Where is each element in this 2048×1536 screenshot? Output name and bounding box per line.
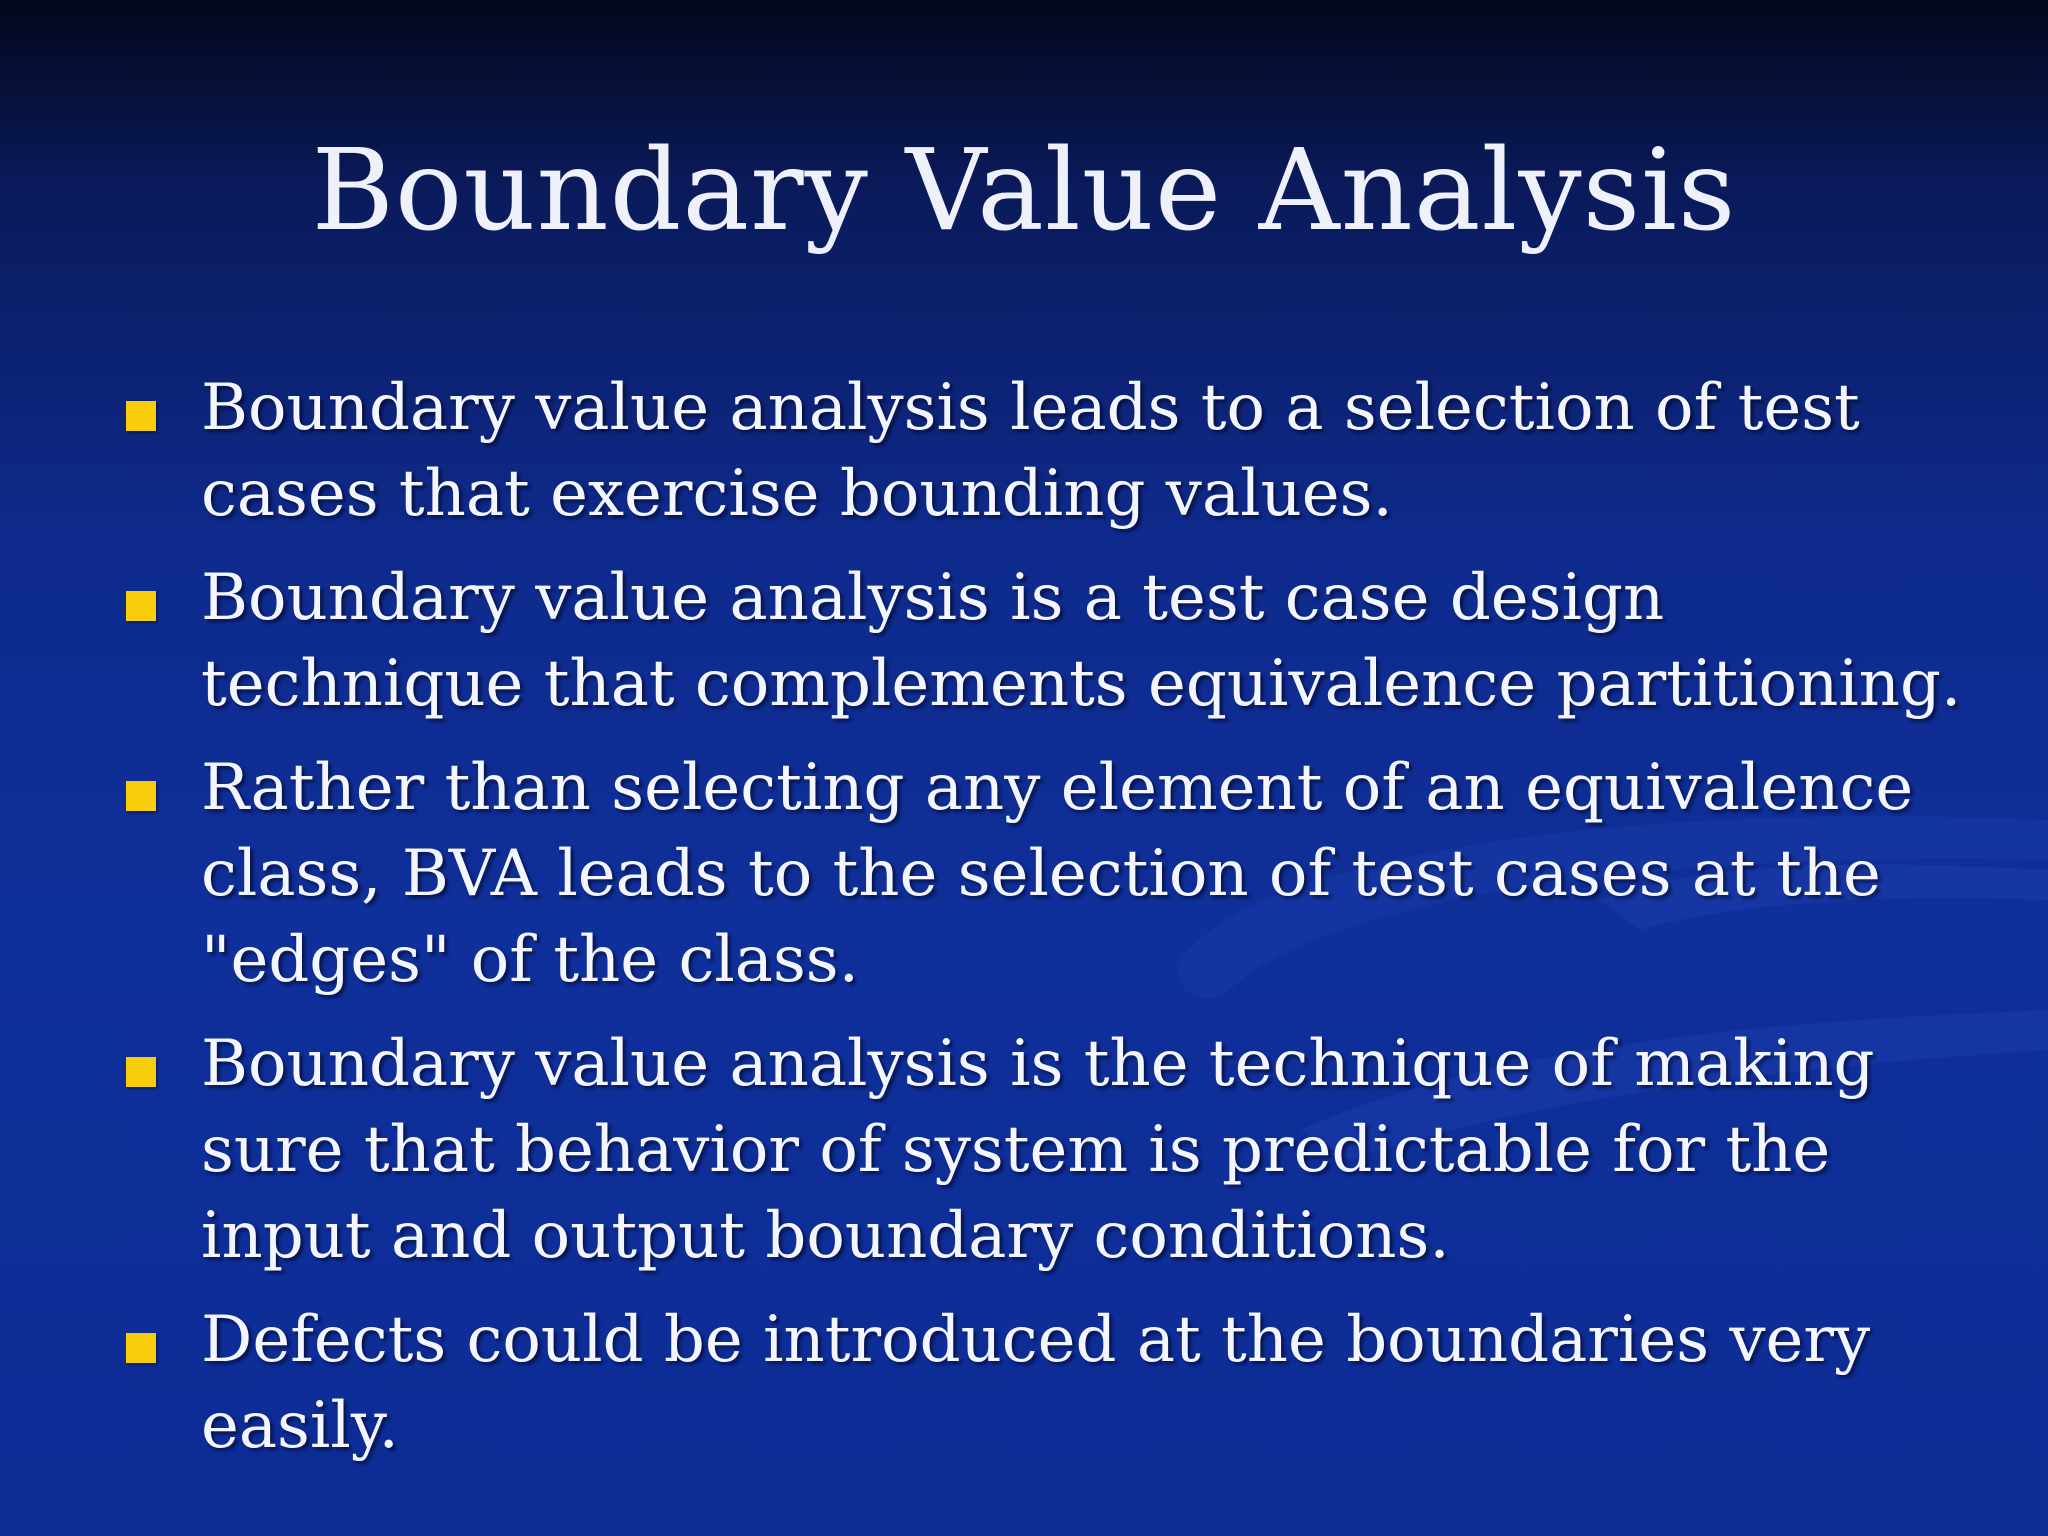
square-bullet-icon (126, 1057, 156, 1087)
bullet-item (126, 1021, 2006, 1279)
bullet-text: Rather than selecting any element of an equivalence class, BVA leads to the selection of test cases at the "edges" of the class. (201, 751, 1914, 997)
bullet-item (126, 365, 2006, 537)
square-bullet-icon (126, 591, 156, 621)
slide-title: Boundary Value Analysis (311, 126, 1737, 256)
bullet-list (126, 365, 2006, 1487)
bullet-text: Defects could be introduced at the boundaries very easily. (201, 1303, 1871, 1463)
bullet-text: Boundary value analysis is a test case design technique that complements equivalence partitioning. (201, 561, 1962, 721)
bullet-text: Boundary value analysis is the technique of making sure that behavior of system is predictable for the input and output boundary conditions. (201, 1027, 1875, 1273)
square-bullet-icon (126, 781, 156, 811)
square-bullet-icon (126, 401, 156, 431)
bullet-item (126, 555, 2006, 727)
bullet-text: Boundary value analysis leads to a selection of test cases that exercise bounding values. (201, 371, 1860, 531)
bullet-item (126, 745, 2006, 1003)
square-bullet-icon (126, 1333, 156, 1363)
bullet-item (126, 1297, 2006, 1469)
